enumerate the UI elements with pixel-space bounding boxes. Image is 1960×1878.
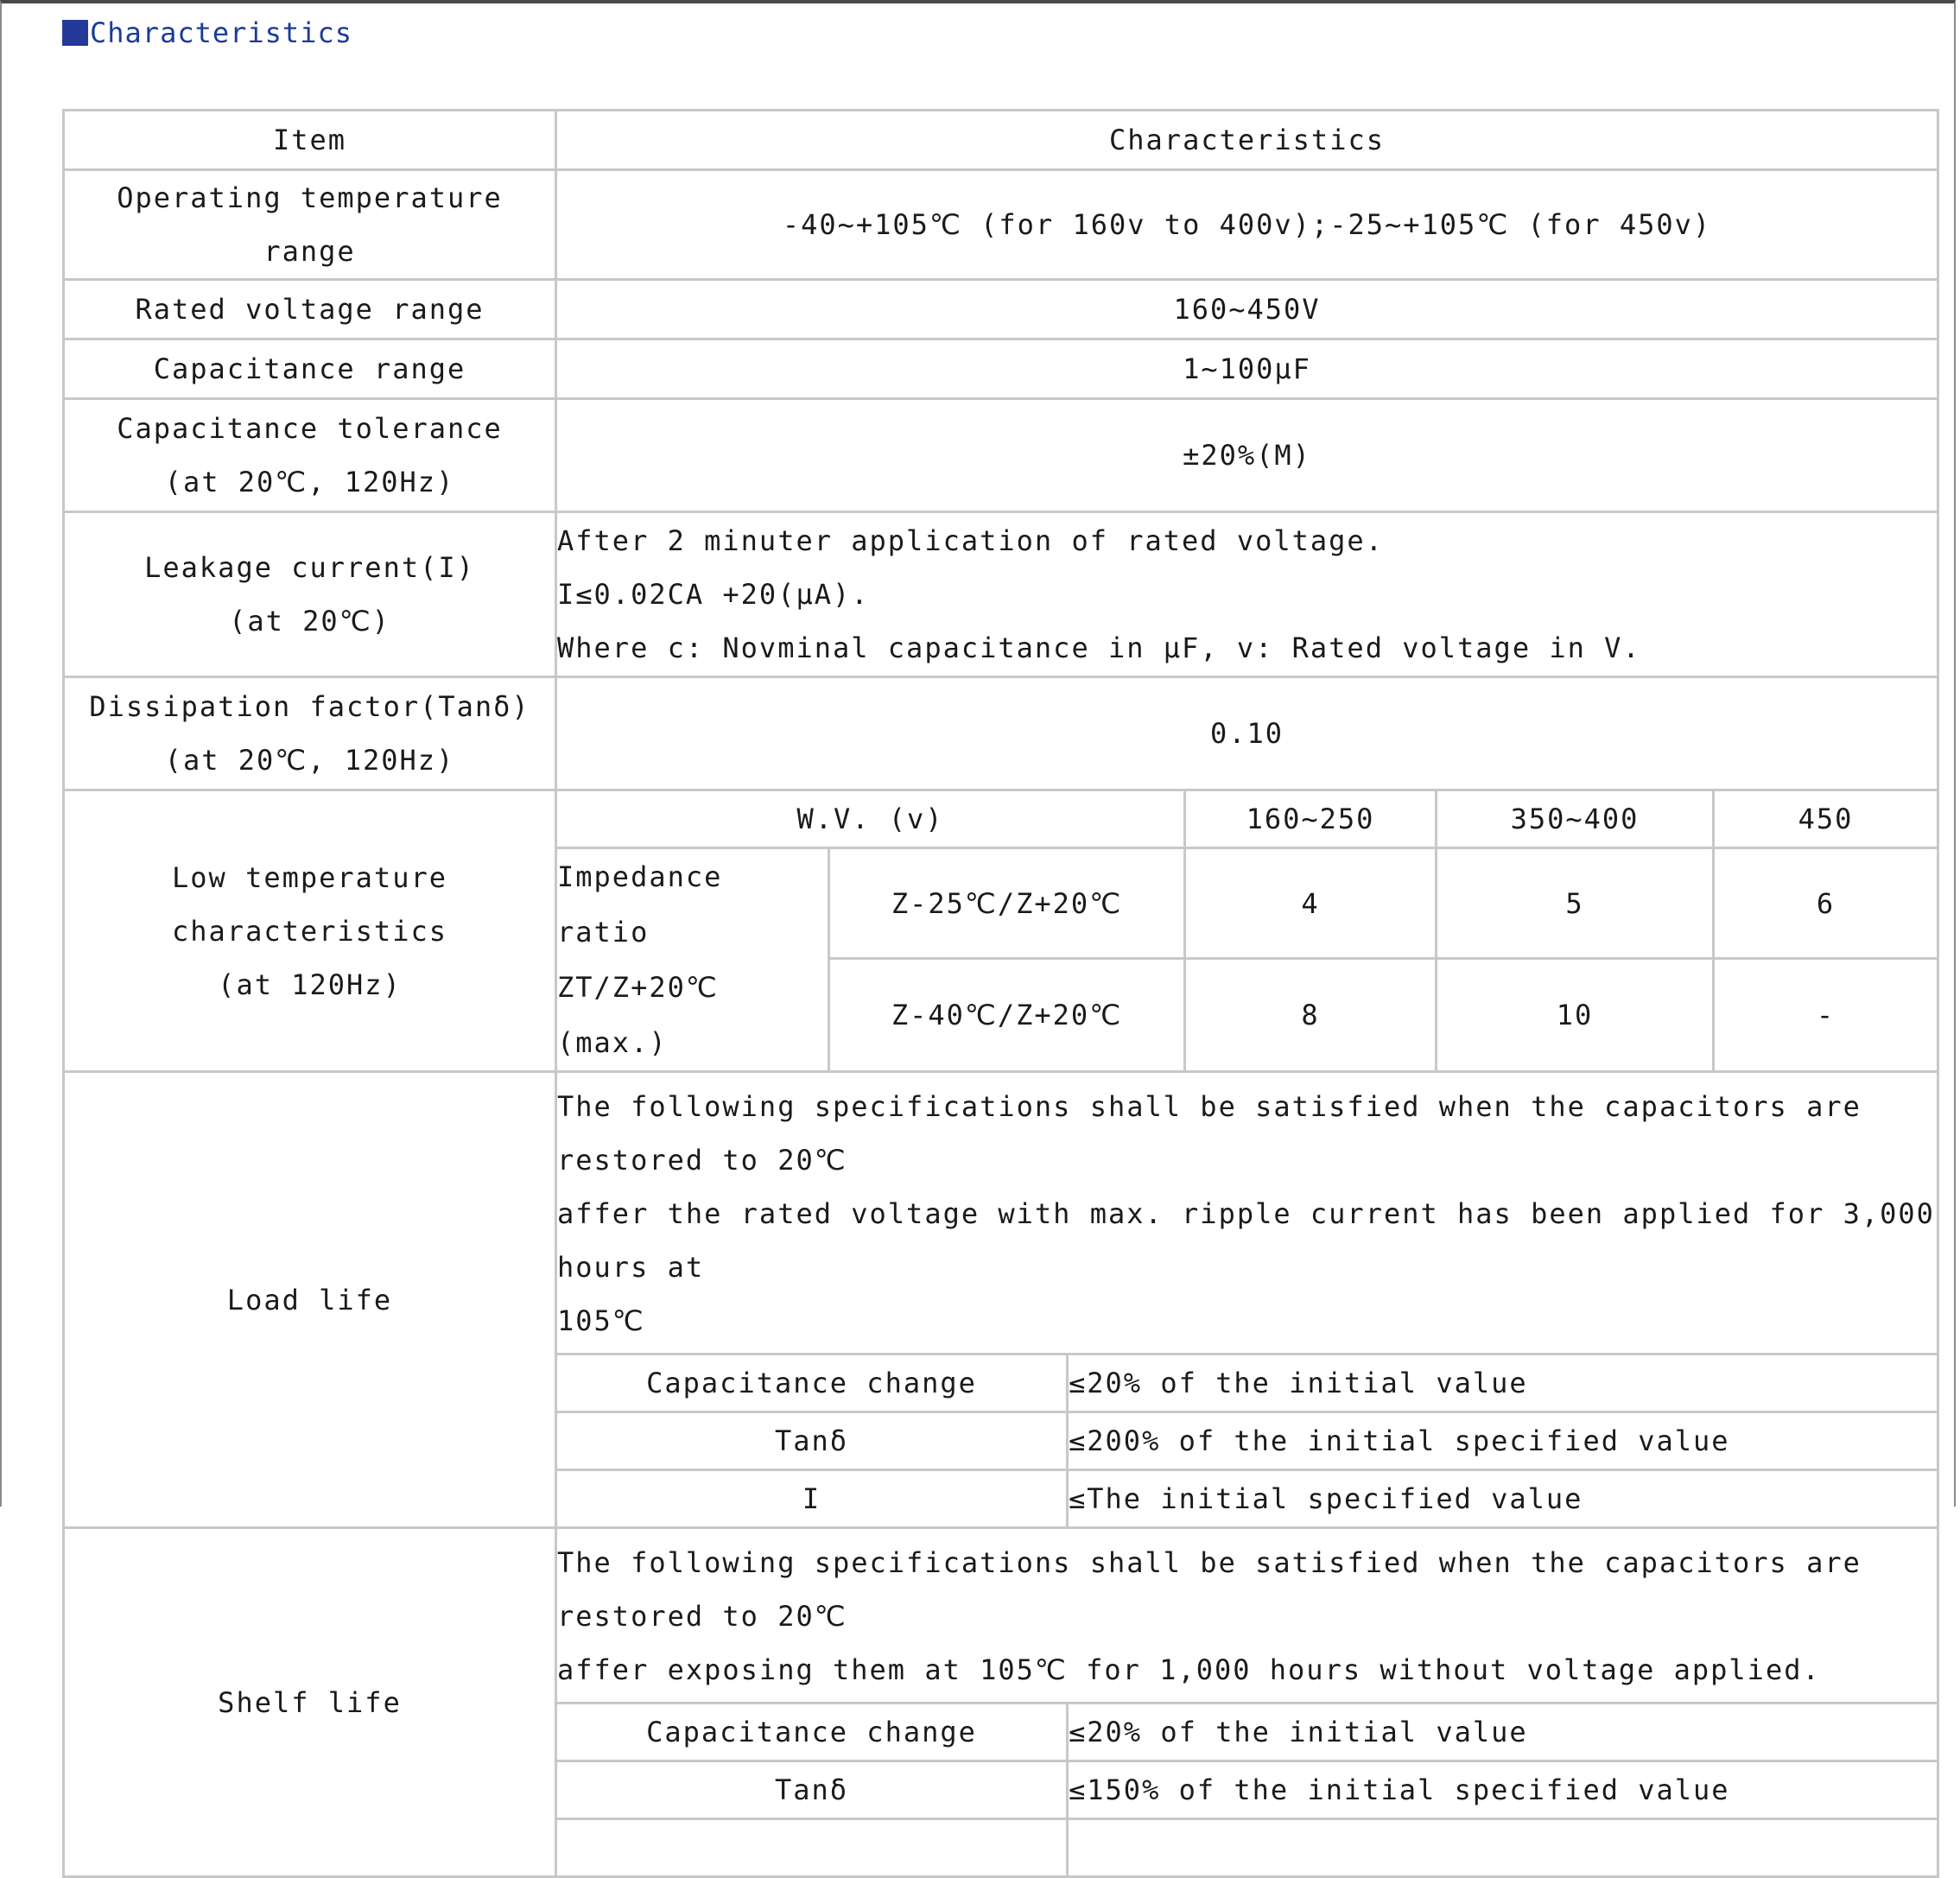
value-load-life [557,1073,1937,1526]
spec-row [557,1353,1937,1411]
row-rated-voltage [65,281,1937,338]
value-capacitance-range: 1~100μF [557,340,1937,397]
text-line: I≤0.02CA +20(μA). [557,578,870,611]
ratio-cell: 8 [1186,960,1437,1070]
item-line: (at 20℃, 120Hz) [164,744,455,777]
value-operating-temperature: -40~+105℃ (for 160v to 400v);-25~+105℃ (for 450v) [557,171,1937,278]
text-line: Where c: Novminal capacitance in μF, v: Rated voltage in V. [557,631,1641,664]
ratio-cell: 5 [1437,849,1715,960]
section-heading [62,16,352,50]
row-dissipation-factor [65,678,1937,789]
item-line: (at 120Hz) [218,968,402,1001]
impedance-row [557,849,1937,960]
text-line: 105℃ [557,1304,645,1337]
text-line: After 2 minuter application of rated voltage. [557,524,1384,557]
value-rated-voltage: 160~450V [557,281,1937,338]
square-bullet-icon [62,20,88,46]
ratio-cell: 10 [1437,960,1715,1070]
spec-value: ≤150% of the initial specified value [1069,1760,1937,1818]
wv-header-row [557,791,1937,849]
item-dissipation-factor [65,678,555,789]
spec-label: Capacitance change [557,1702,1069,1760]
spec-row [557,1818,1937,1875]
item-rated-voltage: Rated voltage range [65,281,555,338]
load-life-specs [557,1353,1937,1526]
row-leakage-current [65,513,1937,676]
item-low-temperature [65,791,555,1070]
item-capacitance-tolerance [65,400,555,511]
item-shelf-life: Shelf life [65,1529,555,1875]
spec-label: Tanδ [557,1411,1069,1469]
ratio-cell: 4 [1186,849,1437,960]
impedance-row [557,960,1937,1070]
header-item: Item [65,111,555,168]
row-low-temperature [65,791,1937,1070]
spec-row [557,1702,1937,1760]
condition-cell: Z-40℃/Z+20℃ [830,960,1186,1070]
item-line: Dissipation factor(Tanδ) [89,690,530,723]
spec-value [1069,1818,1937,1875]
row-load-life [65,1073,1937,1526]
spec-label: I [557,1469,1069,1526]
item-load-life: Load life [65,1073,555,1526]
item-leakage-current [65,513,555,676]
value-leakage-current [557,513,1937,676]
wv-col: 450 [1715,791,1937,849]
value-dissipation-factor: 0.10 [557,678,1937,789]
text-line: affer exposing them at 105℃ for 1,000 hours without voltage applied. [557,1653,1821,1686]
item-operating-temperature: Operating temperature range [65,171,555,278]
text-line: affer the rated voltage with max. ripple current has been applied for 3,000 hours at [557,1197,1935,1284]
value-capacitance-tolerance: ±20%(M) [557,400,1937,511]
item-line: characteristics [172,914,447,948]
ratio-cell: - [1715,960,1937,1070]
spec-label [557,1818,1069,1875]
wv-col: 350~400 [1437,791,1715,849]
item-line: (at 20℃) [229,605,390,638]
impedance-ratio-label: Impedance ratio [557,849,830,960]
shelf-life-description [557,1529,1937,1702]
load-life-description [557,1073,1937,1353]
text-line: The following specifications shall be satisfied when the capacitors are restored to 20℃ [557,1090,1862,1177]
spec-label: Capacitance change [557,1353,1069,1411]
value-low-temperature [557,791,1937,1070]
section-title: Characteristics [90,16,352,49]
item-capacitance-range: Capacitance range [65,340,555,397]
text-line: The following specifications shall be satisfied when the capacitors are restored to 20℃ [557,1546,1862,1633]
characteristics-table [62,109,1939,1878]
row-shelf-life [65,1529,1937,1875]
row-capacitance-range [65,340,1937,397]
item-line: (at 20℃, 120Hz) [164,466,455,498]
row-capacitance-tolerance [65,400,1937,511]
item-line: Leakage current(I) [144,551,475,584]
row-operating-temperature [65,171,1937,278]
spec-row [557,1760,1937,1818]
shelf-life-specs [557,1702,1937,1875]
spec-value: ≤20% of the initial value [1069,1702,1937,1760]
spec-value: ≤20% of the initial value [1069,1353,1937,1411]
wv-col: 160~250 [1186,791,1437,849]
zt-label: ZT/Z+20℃ (max.) [557,960,830,1070]
low-temperature-table [557,791,1937,1070]
spec-label: Tanδ [557,1760,1069,1818]
spec-value: ≤The initial specified value [1069,1469,1937,1526]
spec-value: ≤200% of the initial specified value [1069,1411,1937,1469]
ratio-cell: 6 [1715,849,1937,960]
item-line: Capacitance tolerance [117,412,503,445]
item-line: Low temperature [172,860,447,894]
table-header-row [65,111,1937,168]
spec-row [557,1411,1937,1469]
header-characteristics: Characteristics [557,111,1937,168]
condition-cell: Z-25℃/Z+20℃ [830,849,1186,960]
value-shelf-life [557,1529,1937,1875]
spec-row [557,1469,1937,1526]
wv-label: W.V. (v) [557,791,1186,849]
